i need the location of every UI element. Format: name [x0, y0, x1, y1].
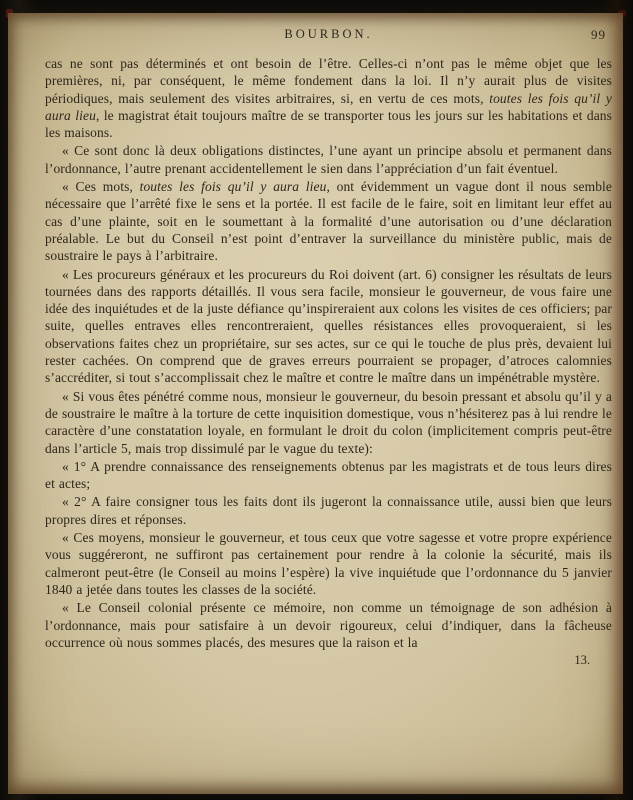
text-segment: « 2° A faire consigner tous les faits dont ils jugeront la connaissance utile, aussi bien que leurs propres dires et réponses.: [45, 494, 612, 527]
paragraph: [45, 55, 612, 141]
text-segment: , ont évidemment un vague dont il nous semble nécessaire que l’arrêté fixe le sens et la portée. Il est facile de le faire, soit en limitant leur effet au cas d’une plainte, soit en le soumettant à la formalité d’une autorisation ou d’une déclaration préalable. Le but du Conseil n’est point d’entraver la surveillance du ministère public, mais de soustraire le pays à l’arbitraire.: [45, 179, 612, 264]
signature-mark: 13.: [574, 653, 590, 668]
paragraph: [45, 142, 612, 177]
text-segment: , le magistrat était toujours maître de se transporter tous les jours sur les habitations et dans les maisons.: [45, 107, 612, 141]
text-segment: « Ces moyens, monsieur le gouverneur, et tous ceux que votre sagesse et votre propre expérience vous suggéreront, ne suffiront pas certainement pour rendre à la colonie la sécurité, mais ils calmeront peut-être (le Conseil au moins l’espère) la vive inquiétude que l’ordonnance du 5 janvier 1840 a jetée dans toutes les classes de la société.: [45, 530, 612, 597]
paragraph: [45, 458, 612, 493]
text-segment: « Si vous êtes pénétré comme nous, monsieur le gouverneur, du besoin pressant et absolu qu’il y a de soustraire le maître à la torture de cette inquisition domestique, vous n’hésiterez pas à lui rendre le caractère d’une constatation loyale, en formulant le droit du colon (implicitement compris peut-être dans l’article 5, mais trop dissimulé par le vague du texte):: [45, 388, 612, 456]
text-segment: « 1° A prendre connaissance des renseignements obtenus par les magistrats et de tous leurs dires et actes;: [45, 458, 612, 492]
page-header: [45, 27, 612, 43]
paragraph: [45, 178, 612, 264]
book-page: [8, 13, 623, 794]
page-body: [45, 55, 612, 651]
text-segment: « Ce sont donc là deux obligations distinctes, l’une ayant un principe absolu et permanent dans l’ordonnance, l’autre prenant accidentellement le sien dans l’appréciation d’un fait éventuel.: [45, 143, 612, 176]
text-segment: « Ces mots,: [62, 179, 140, 195]
paragraph: [45, 529, 612, 598]
paragraph: [45, 388, 612, 457]
page-number: 99: [591, 27, 606, 42]
italic-phrase: toutes les fois qu’il y aura lieu: [139, 179, 327, 195]
text-segment: « Le Conseil colonial présente ce mémoire, non comme un témoignage de son adhésion à l’ordonnance, mais pour satisfaire à un devoir rigoureux, celui d’indiquer, dans la fâcheuse occurrence où nous sommes placés, des mesures que la raison et la: [45, 600, 612, 650]
italic-phrase: toutes les fois qu’il y aura lieu: [45, 90, 612, 123]
paragraph: [45, 266, 612, 387]
paragraph: [45, 599, 612, 651]
text-segment: « Les procureurs généraux et les procureurs du Roi doivent (art. 6) consigner les résultats de leurs tournées dans des rapports détaillés. Il vous sera facile, monsieur le gouverneur, de vous faire une idée des inquiétudes et de la juste défiance qu’inspireraient aux colons les visites de ces officiers; par suite, quelles entraves elles rencontreraient, quelles résistances elles provoqueraient, si les observations faites chez un propriétaire, sur ses actes, sur ce qui le touche de plus près, devaient lui rester cachées. On comprend que de graves erreurs pourraient se propager, d’atroces calomnies s’accréditer, si tout s’accomplissait chez le maître et contre le maître dans un impénétrable mystère.: [45, 266, 612, 386]
text-segment: cas ne sont pas déterminés et ont besoin de l’être. Celles-ci n’ont pas le même objet que les premières, ni, par conséquent, le même fondement dans la loi. Il n’y aurait plus de visites périodiques, mais seulement des visites arbitraires, si, en vertu de ces mots,: [45, 56, 612, 106]
running-title: BOURBON.: [284, 27, 373, 41]
paragraph: [45, 493, 612, 528]
